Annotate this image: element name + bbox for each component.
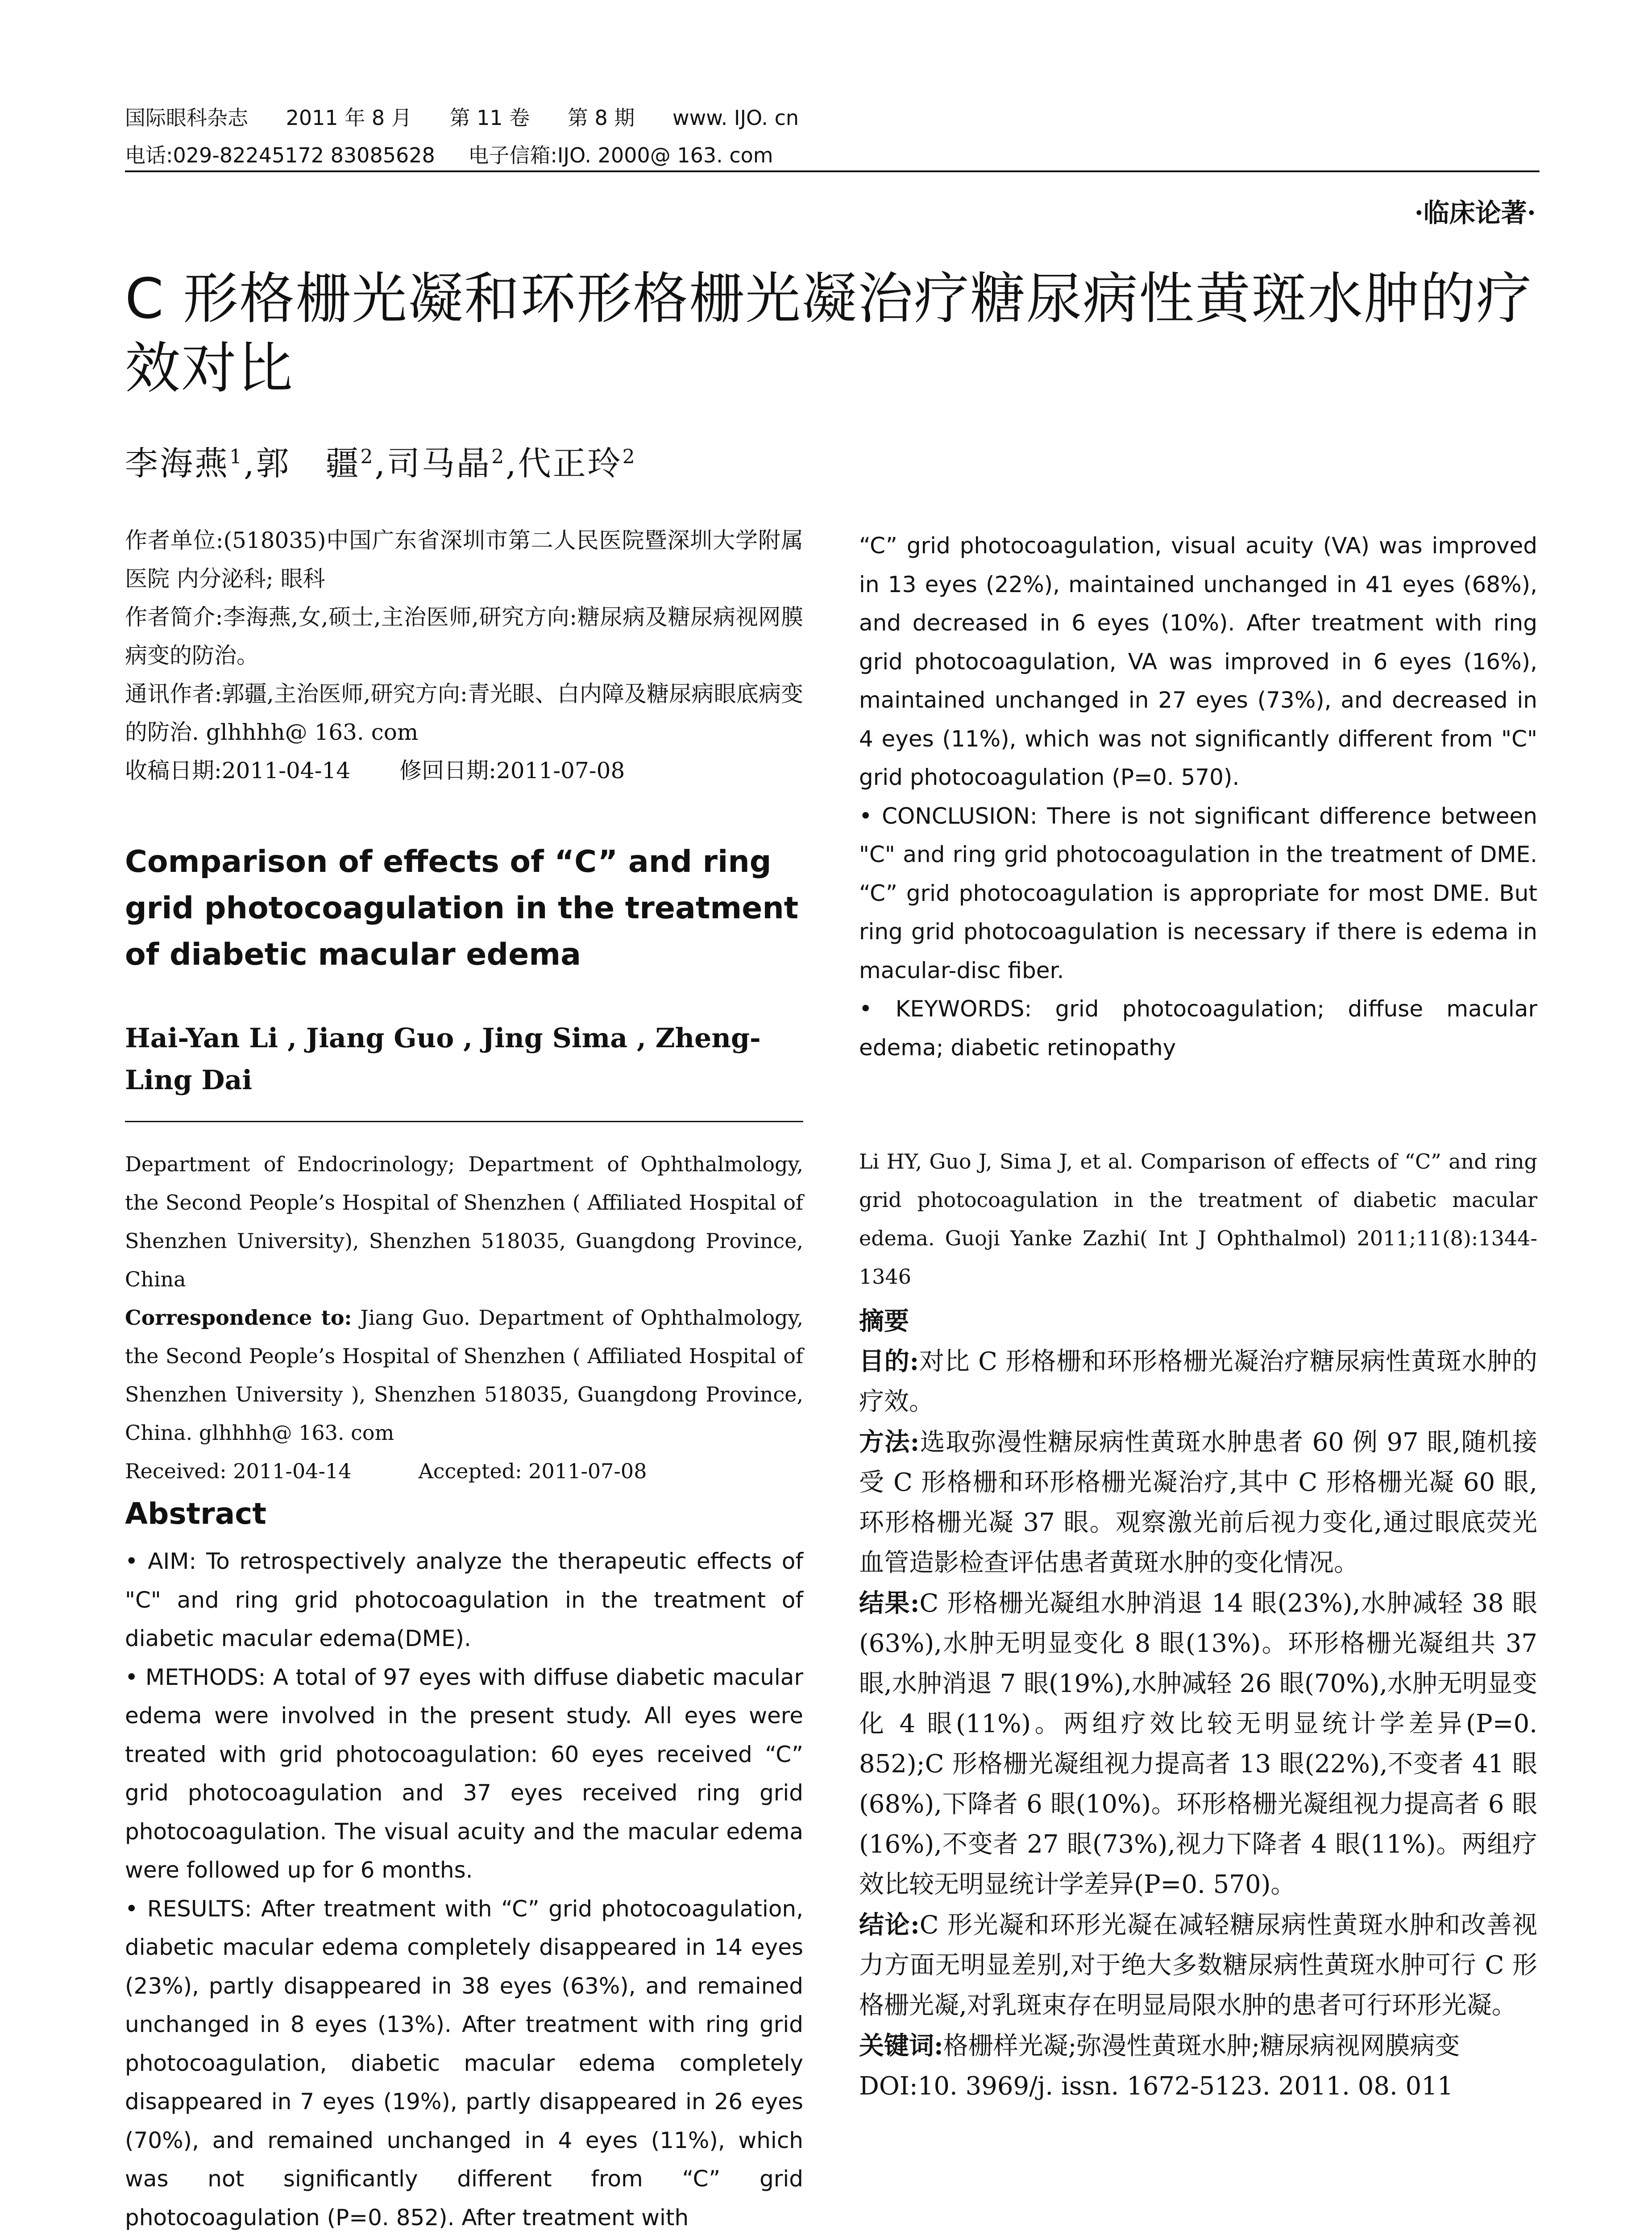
zh-aim [859,1341,1537,1422]
author-name: 司马晶 [387,444,492,483]
issue: 第 8 期 [567,106,635,130]
authors-cn: 李海燕$^1$,郭 疆$^2$,司马晶$^2$,代正玲$^2$ [125,444,637,483]
abstract-heading: Abstract [125,1497,266,1531]
journal-website: www. IJO. cn [672,106,799,130]
citation-text: Li HY, Guo J, Sima J, et al. Comparison of effects of “C” and ring grid photocoagulation in the treatment of diabetic macular edema. Guoji Yanke Zazhi( Int J Ophthalmol) 2011;11(8):1344-1346 [859,1149,1537,1289]
abstract-left [125,1542,803,2231]
abstract-results-continued: “C” grid photocoagulation, visual acuity (VA) was improved in 13 eyes (22%), maintained unchanged in 41 eyes (68%), and decreased in 6 eyes (10%). After treatment with ring grid photocoagulation, VA was improved in 6 eyes (16%), maintained unchanged in 27 eyes (73%), and decreased in 4 eyes (11%), which was not significantly different from "C" grid photocoagulation (P=0. 570). [859,533,1537,790]
zh-methods [859,1422,1537,1583]
journal-phone: 电话:029-82245172 83085628 [125,143,435,167]
cn-bio: 作者简介:李海燕,女,硕士,主治医师,研究方向:糖尿病及糖尿病视网膜病变的防治。 [125,604,803,668]
zh-aim-label: 目的: [859,1347,919,1376]
zh-conclusion-text: C 形光凝和环形光凝在减轻糖尿病性黄斑水肿和改善视力方面无明显差别,对于绝大多数糖尿病性黄斑水肿可行 C 形格栅光凝,对乳斑束存在明显局限水肿的患者可行环形光凝。 [859,1911,1537,2020]
abstract-aim: • AIM: To retrospectively analyze the therapeutic effects of "C" and ring grid photocoagulation in the treatment of diabetic macular edema(DME). [125,1548,803,1651]
zh-abstract-heading: 摘要 [859,1306,909,1336]
author-affil-mark: 2 [491,445,506,469]
header-rule [125,170,1540,172]
zh-methods-text: 选取弥漫性糖尿病性黄斑水肿患者 60 例 97 眼,随机接受 C 形格栅和环形格栅光凝治疗,其中 C 形格栅光凝 60 眼,环形格栅光凝 37 眼。观察激光前后视力变化,通过眼底荧光血管造影检查评估患者黄斑水肿的变化情况。 [859,1428,1537,1577]
cn-revised: 修回日期:2011-07-08 [399,758,625,784]
author-affil-mark: 1 [229,445,244,469]
english-title: Comparison of effects of “C” and ring grid photocoagulation in the treatment of diabetic macular edema [125,844,799,972]
zh-keywords-text: 格栅样光凝;弥漫性黄斑水肿;糖尿病视网膜病变 [943,2032,1460,2061]
article-title: C 形格栅光凝和环形格栅光凝治疗糖尿病性黄斑水肿的疗效对比 [125,267,1532,401]
departments: Department of Endocrinology; Department of Ophthalmology, the Second People’s Hospital of Shenzhen ( Affiliated Hospital of Shenzhen University), Shenzhen 518035, Guangdong Province, China [125,1152,803,1291]
cn-correspondence: 通讯作者:郭疆,主治医师,研究方向:青光眼、白内障及糖尿病眼底病变的防治. glhhhh@ 163. com [125,681,803,745]
journal-email: 电子信箱:IJO. 2000@ 163. com [468,143,773,167]
zh-conclusion [859,1905,1537,2026]
zh-keywords-label: 关键词: [859,2031,943,2061]
cn-dates [125,751,803,790]
author-name: 李海燕 [125,444,229,483]
zh-keywords [859,2026,1537,2066]
author-name: 郭 疆 [256,444,361,483]
issue-date: 2011 年 8 月 [286,106,412,130]
cn-author-info [125,521,803,790]
correspondence [125,1298,803,1452]
zh-methods-label: 方法: [859,1427,920,1457]
zh-results-label: 结果: [859,1588,920,1618]
abstract-results: • RESULTS: After treatment with “C” grid photocoagulation, diabetic macular edema completely disappeared in 14 eyes (23%), partly disappeared in 38 eyes (63%), and remained unchanged in 8 eyes (13%). After treatment with ring grid photocoagulation, diabetic macular edema completely disappeared in 7 eyes (19%), partly disappeared in 26 eyes (70%), and remained unchanged in 4 eyes (11%), which was not significantly different from “C” grid photocoagulation (P=0. 852). After treatment with [125,1895,803,2231]
journal-header [125,102,830,131]
volume: 第 11 卷 [449,106,530,130]
chinese-abstract [859,1301,1537,2107]
en-received: Received: 2011-04-14 [125,1459,352,1483]
zh-results-text: C 形格栅光凝组水肿消退 14 眼(23%),水肿减轻 38 眼(63%),水肿无明显变化 8 眼(13%)。环形格栅光凝组共 37 眼,水肿消退 7 眼(19%),水肿减轻 26 眼(70%),水肿无明显变化 4 眼(11%)。两组疗效比较无明显统计学差异(P=0. 852);C 形格栅光凝组视力提高者 13 眼(22%),不变者 41 眼(68%),下降者 6 眼(10%)。环形格栅光凝组视力提高者 6 眼(16%),不变者 27 眼(73%),视力下降者 4 眼(11%)。两组疗效比较无明显统计学差异(P=0. 570)。 [859,1589,1537,1899]
en-dates [125,1452,803,1490]
zh-aim-text: 对比 C 形格栅和环形格栅光凝治疗糖尿病性黄斑水肿的疗效。 [859,1347,1537,1416]
abstract-conclusion: • CONCLUSION: There is not significant difference between "C" and ring grid photocoagulation in the treatment of DME. “C” grid photocoagulation is appropriate for most DME. But ring grid photocoagulation is necessary if there is edema in macular-disc fiber. [859,803,1537,983]
journal-contact [125,139,800,169]
abstract-methods: • METHODS: A total of 97 eyes with diffuse diabetic macular edema were involved in the present study. All eyes were treated with grid photocoagulation: 60 eyes received “C” grid photocoagulation and 37 eyes received ring grid photocoagulation. The visual acuity and the macular edema were followed up for 6 months. [125,1664,803,1883]
citation [859,1142,1537,1296]
author-affil-mark: 2 [360,445,375,469]
zh-doi: DOI:10. 3969/j. issn. 1672-5123. 2011. 08. 011 [859,2072,1453,2101]
correspondence-text: Jiang Guo. Department of Ophthalmology, the Second People’s Hospital of Shenzhen ( Affiliated Hospital of Shenzhen University ), Shenzhen 518035, Guangdong Province, China. glhhhh@ 163. com [125,1306,803,1445]
english-authors: Hai-Yan Li , Jiang Guo , Jing Sima , Zheng-Ling Dai [125,1023,761,1096]
zh-conclusion-label: 结论: [859,1910,920,1940]
author-name: 代正玲 [518,444,623,483]
section-tag: ·临床论著· [1414,198,1536,228]
zh-results [859,1583,1537,1905]
english-affiliation [125,1145,803,1490]
affiliation-rule [125,1121,803,1122]
en-accepted: Accepted: 2011-07-08 [418,1459,647,1483]
cn-affiliation: 作者单位:(518035)中国广东省深圳市第二人民医院暨深圳大学附属医院 内分泌科; 眼科 [125,527,803,592]
abstract-keywords: • KEYWORDS: grid photocoagulation; diffuse macular edema; diabetic retinopathy [859,996,1537,1061]
abstract-right [859,527,1537,1067]
journal-name: 国际眼科杂志 [125,106,248,130]
author-affil-mark: 2 [622,445,637,469]
cn-received: 收稿日期:2011-04-14 [125,758,351,784]
correspondence-label: Correspondence to: [125,1306,352,1330]
